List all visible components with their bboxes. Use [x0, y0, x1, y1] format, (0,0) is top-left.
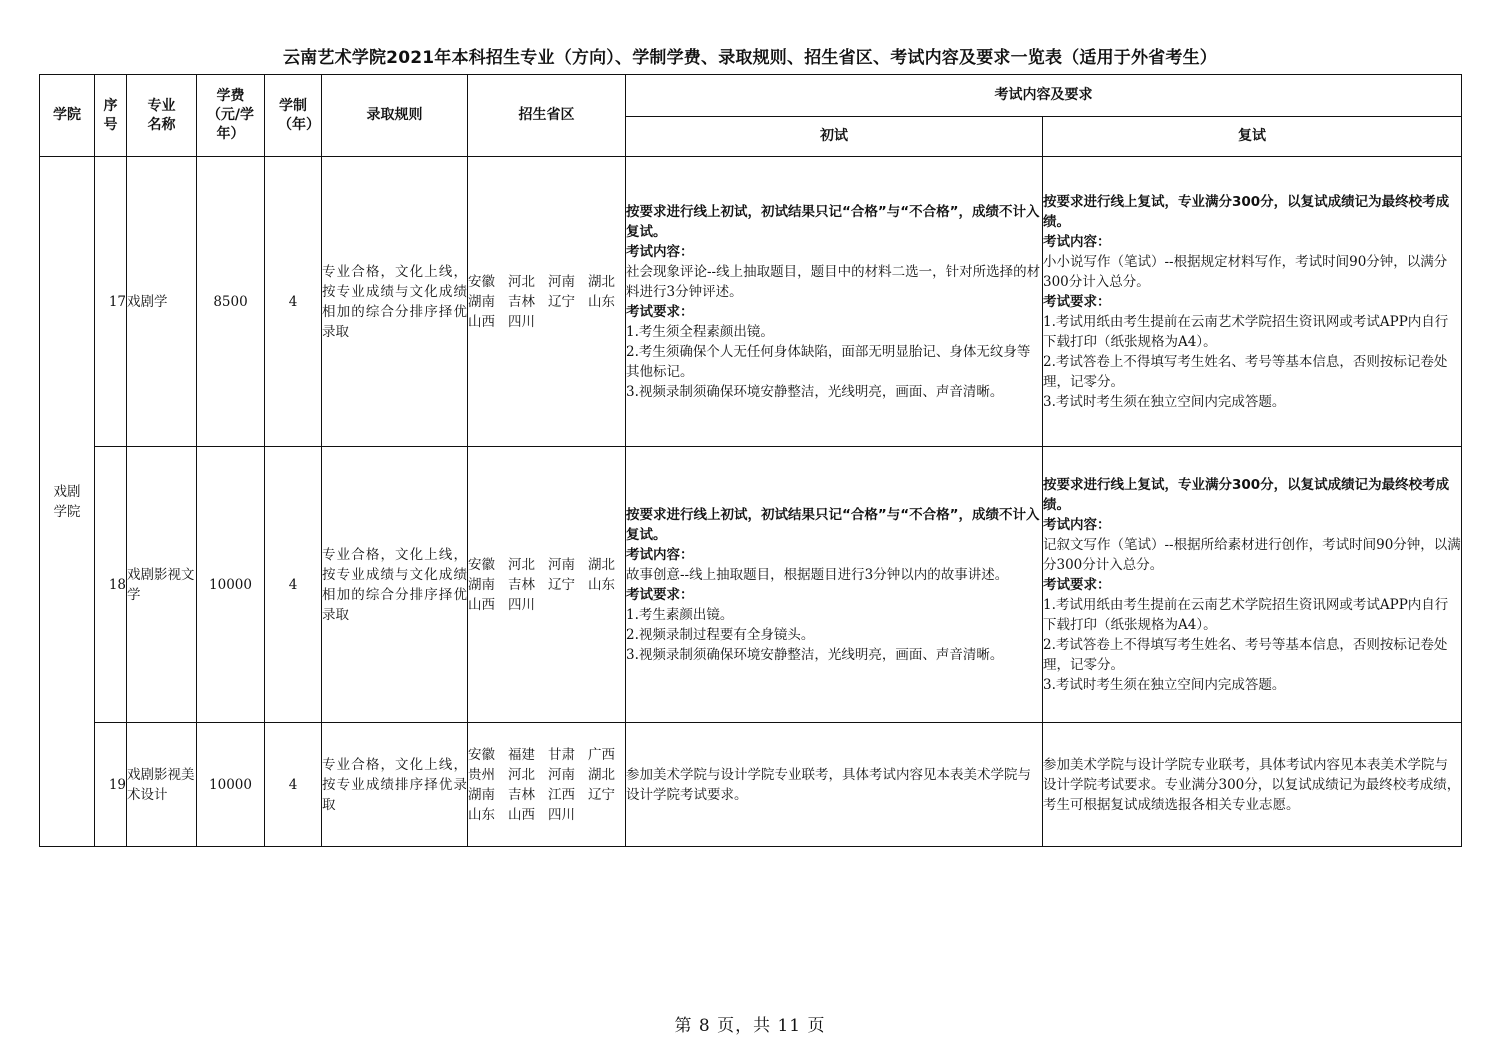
- header-exam: 考试内容及要求: [626, 75, 1462, 117]
- major-cell: 戏剧学: [127, 157, 197, 447]
- seq-cell: 18: [95, 447, 127, 723]
- province-name: 福建: [508, 746, 535, 763]
- exam-bold-line: 按要求进行线上初试，初试结果只记“合格”与“不合格”，成绩不计入复试。: [626, 203, 1040, 240]
- exam-text-line: 小小说写作（笔试）--根据规定材料写作，考试时间90分钟，以满分300分计入总分。: [1043, 253, 1448, 290]
- prelim-cell: [626, 723, 1043, 847]
- prelim-cell: [626, 447, 1043, 723]
- province-name: 山西: [468, 313, 495, 330]
- rule-cell: 专业合格，文化上线，按专业成绩与文化成绩相加的综合分排序择优录取: [322, 157, 468, 447]
- header-prelim: 初试: [626, 117, 1043, 157]
- exam-text-line: 2.视频录制过程要有全身镜头。: [626, 626, 815, 643]
- years-cell: 4: [265, 723, 322, 847]
- table-row: [40, 723, 1462, 847]
- province-line: [468, 595, 625, 615]
- rule-cell: 专业合格，文化上线，按专业成绩与文化成绩相加的综合分排序择优录取: [322, 447, 468, 723]
- years-cell: 4: [265, 157, 322, 447]
- exam-text-line: 参加美术学院与设计学院专业联考，具体考试内容见本表美术学院与设计学院考试要求。专业满分300分，以复试成绩记为最终校考成绩，考生可根据复试成绩选报各相关专业志愿。: [1043, 756, 1461, 813]
- fee-cell: 10000: [197, 447, 265, 723]
- major-cell: 戏剧影视美术设计: [127, 723, 197, 847]
- province-name: 安徽: [468, 556, 495, 573]
- seq-cell: 19: [95, 723, 127, 847]
- province-name: 湖南: [468, 576, 495, 593]
- college-cell: 戏剧学院: [40, 157, 95, 847]
- exam-text-line: 1.考试用纸由考生提前在云南艺术学院招生资讯网或考试APP内自行下载打印（纸张规格为A4）。: [1043, 313, 1449, 350]
- province-name: 湖北: [588, 556, 615, 573]
- provinces-cell: [468, 157, 626, 447]
- province-name: 四川: [548, 806, 575, 823]
- years-cell: 4: [265, 447, 322, 723]
- exam-text-line: 故事创意--线上抽取题目，根据题目进行3分钟以内的故事讲述。: [626, 566, 1009, 583]
- province-name: 河南: [548, 556, 575, 573]
- exam-bold-line: 按要求进行线上复试，专业满分300分，以复试成绩记为最终校考成绩。: [1043, 476, 1450, 513]
- header-provinces: 招生省区: [468, 75, 626, 157]
- header-seq: 序号: [95, 75, 127, 157]
- province-name: 辽宁: [588, 786, 615, 803]
- provinces-cell: [468, 447, 626, 723]
- table-row: [40, 447, 1462, 723]
- retest-cell: [1043, 723, 1462, 847]
- header-rule: 录取规则: [322, 75, 468, 157]
- province-name: 甘肃: [548, 746, 575, 763]
- exam-bold-line: 考试内容：: [1043, 233, 1111, 250]
- province-name: 河北: [508, 766, 535, 783]
- province-name: 河北: [508, 273, 535, 290]
- exam-bold-line: 按要求进行线上初试，初试结果只记“合格”与“不合格”，成绩不计入复试。: [626, 506, 1040, 543]
- province-name: 安徽: [468, 746, 495, 763]
- exam-bold-line: 考试内容：: [1043, 516, 1111, 533]
- admissions-table: [39, 74, 1462, 847]
- seq-cell: 17: [95, 157, 127, 447]
- province-name: 辽宁: [548, 293, 575, 310]
- exam-bold-line: 考试要求：: [626, 586, 694, 603]
- province-name: 江西: [548, 786, 575, 803]
- province-line: [468, 272, 625, 292]
- province-name: 四川: [508, 596, 535, 613]
- province-name: 吉林: [508, 786, 535, 803]
- province-line: [468, 765, 625, 785]
- fee-cell: 10000: [197, 723, 265, 847]
- province-name: 河南: [548, 273, 575, 290]
- major-cell: 戏剧影视文学: [127, 447, 197, 723]
- province-name: 山东: [588, 576, 615, 593]
- province-name: 辽宁: [548, 576, 575, 593]
- province-name: 湖北: [588, 766, 615, 783]
- province-line: [468, 785, 625, 805]
- header-years: 学制（年）: [265, 75, 322, 157]
- retest-cell: [1043, 157, 1462, 447]
- province-name: 贵州: [468, 766, 495, 783]
- province-line: [468, 292, 625, 312]
- exam-bold-line: 考试内容：: [626, 546, 694, 563]
- province-line: [468, 555, 625, 575]
- exam-text-line: 1.考生素颜出镜。: [626, 606, 734, 623]
- exam-text-line: 2.考试答卷上不得填写考生姓名、考号等基本信息，否则按标记卷处理，记零分。: [1043, 636, 1448, 673]
- province-name: 湖北: [588, 273, 615, 290]
- exam-text-line: 2.考试答卷上不得填写考生姓名、考号等基本信息，否则按标记卷处理，记零分。: [1043, 353, 1448, 390]
- rule-cell: 专业合格，文化上线，按专业成绩排序择优录取: [322, 723, 468, 847]
- exam-text-line: 社会现象评论--线上抽取题目，题目中的材料二选一，针对所选择的材料进行3分钟评述。: [626, 263, 1041, 300]
- exam-bold-line: 考试内容：: [626, 243, 694, 260]
- province-name: 河南: [548, 766, 575, 783]
- document-title: 云南艺术学院2021年本科招生专业（方向）、学制学费、录取规则、招生省区、考试内容及要求一览表（适用于外省考生）: [282, 48, 1217, 68]
- exam-text-line: 1.考生须全程素颜出镜。: [626, 323, 774, 340]
- province-name: 山东: [468, 806, 495, 823]
- header-college: 学院: [40, 75, 95, 157]
- exam-text-line: 3.视频录制须确保环境安静整洁，光线明亮，画面、声音清晰。: [626, 383, 1004, 400]
- exam-text-line: 记叙文写作（笔试）--根据所给素材进行创作，考试时间90分钟，以满分300分计入总分。: [1043, 536, 1461, 573]
- province-name: 河北: [508, 556, 535, 573]
- province-name: 山西: [468, 596, 495, 613]
- exam-text-line: 3.视频录制须确保环境安静整洁，光线明亮，画面、声音清晰。: [626, 646, 1004, 663]
- exam-text-line: 1.考试用纸由考生提前在云南艺术学院招生资讯网或考试APP内自行下载打印（纸张规格为A4）。: [1043, 596, 1449, 633]
- exam-text-line: 参加美术学院与设计学院专业联考，具体考试内容见本表美术学院与设计学院考试要求。: [626, 766, 1031, 803]
- table-row: [40, 157, 1462, 447]
- fee-cell: 8500: [197, 157, 265, 447]
- province-name: 四川: [508, 313, 535, 330]
- province-name: 吉林: [508, 293, 535, 310]
- province-name: 湖南: [468, 293, 495, 310]
- header-major: 专业名称: [127, 75, 197, 157]
- exam-bold-line: 按要求进行线上复试，专业满分300分，以复试成绩记为最终校考成绩。: [1043, 193, 1450, 230]
- exam-text-line: 3.考试时考生须在独立空间内完成答题。: [1043, 393, 1286, 410]
- province-name: 山东: [588, 293, 615, 310]
- province-line: [468, 745, 625, 765]
- province-name: 山西: [508, 806, 535, 823]
- page-footer: 第 8 页，共 11 页: [674, 1016, 826, 1036]
- province-name: 吉林: [508, 576, 535, 593]
- province-name: 湖南: [468, 786, 495, 803]
- retest-cell: [1043, 447, 1462, 723]
- provinces-cell: [468, 723, 626, 847]
- prelim-cell: [626, 157, 1043, 447]
- exam-text-line: 2.考生须确保个人无任何身体缺陷，面部无明显胎记、身体无纹身等其他标记。: [626, 343, 1031, 380]
- province-name: 广西: [588, 746, 615, 763]
- header-fee: 学费（元/学年）: [197, 75, 265, 157]
- exam-text-line: 3.考试时考生须在独立空间内完成答题。: [1043, 676, 1286, 693]
- province-name: 安徽: [468, 273, 495, 290]
- header-retest: 复试: [1043, 117, 1462, 157]
- province-line: [468, 312, 625, 332]
- exam-bold-line: 考试要求：: [626, 303, 694, 320]
- province-line: [468, 805, 625, 825]
- province-line: [468, 575, 625, 595]
- exam-bold-line: 考试要求：: [1043, 293, 1111, 310]
- exam-bold-line: 考试要求：: [1043, 576, 1111, 593]
